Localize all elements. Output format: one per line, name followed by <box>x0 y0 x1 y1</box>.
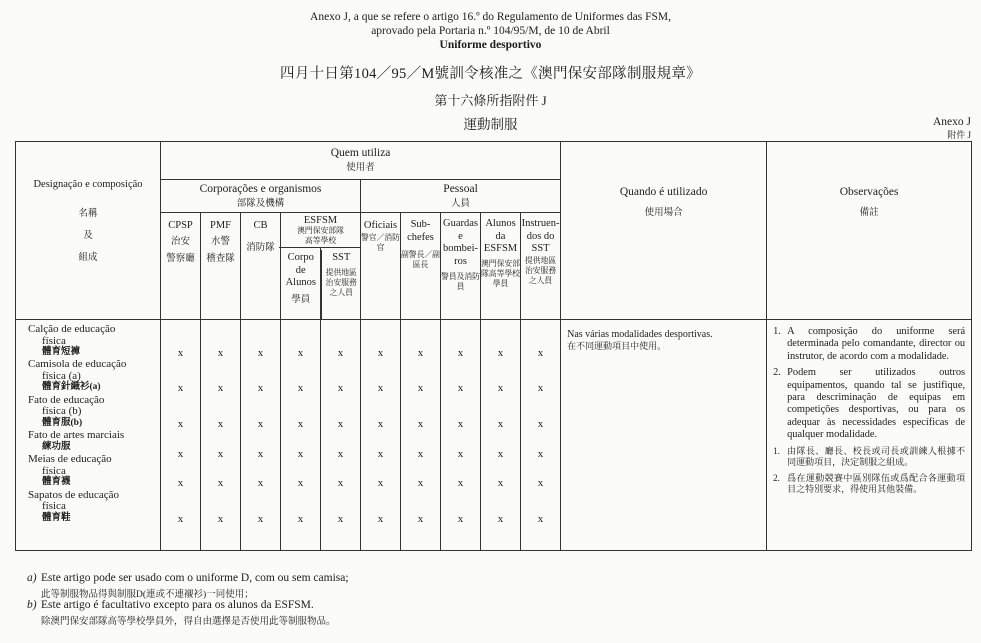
footnote-b <box>27 599 314 611</box>
x-mark: x <box>337 347 344 359</box>
annex-label <box>933 116 971 142</box>
x-mark: x <box>217 512 224 525</box>
x-mark: x <box>537 382 544 394</box>
footnote-b-zh <box>41 613 336 627</box>
x-mark: x <box>497 448 504 461</box>
x-mark: x <box>537 477 544 490</box>
x-mark: x <box>257 512 264 525</box>
col-esfsm-pt: ESFSM <box>303 215 338 226</box>
observation-item <box>773 446 965 469</box>
uniform-table <box>15 141 972 551</box>
col-instrutores-zh3: 之人員 <box>528 275 553 285</box>
x-mark: x <box>417 347 424 359</box>
observation-number: 2. <box>773 472 780 483</box>
x-col-cb <box>241 320 281 551</box>
x-mark: x <box>537 448 544 461</box>
x-mark: x <box>497 347 504 359</box>
x-mark: x <box>377 417 384 430</box>
col-subchefes-pt2: chefes <box>407 232 434 243</box>
title-zh-line2: 第十六條所指附件 J <box>434 93 547 108</box>
col-instrutores-pt3: SST <box>531 243 550 254</box>
observation-item <box>773 367 965 441</box>
observation-number: 1. <box>773 445 780 456</box>
item-name-cont: física <box>42 464 66 477</box>
quem-utiliza-pt: Quem utiliza <box>330 147 391 159</box>
x-mark: x <box>297 347 304 359</box>
x-col-subchefes <box>401 320 441 551</box>
col-guardas-pt1: Guardas <box>443 218 478 229</box>
col-cpsp-zh1: 治安 <box>170 237 190 247</box>
col-guardas-zh: 警員及消防員 <box>441 272 480 291</box>
quem-utiliza-header <box>161 142 561 180</box>
x-mark: x <box>257 347 264 359</box>
col-subchefes-pt1: Sub- <box>410 219 431 230</box>
designation-header-zh3: 組成 <box>78 253 98 263</box>
x-mark: x <box>217 382 224 394</box>
footnote-a-zh-text: 此等制服物品得與制服D(連或不連襯衫)一同使用； <box>41 590 254 600</box>
x-mark: x <box>457 417 464 430</box>
col-cpsp-pt: CPSP <box>168 220 193 231</box>
x-mark: x <box>257 477 264 490</box>
observation-text: 爲在運動競賽中區別隊伍或爲配合各運動項目之特別要求，得使用其他裝備。 <box>787 472 966 495</box>
footnote-b-mark: b) <box>27 599 37 611</box>
footnote-b-zh-text: 除澳門保安部隊高等學校學員外，得自由選擇是否使用此等制服物品。 <box>41 617 336 627</box>
quando-header-zh: 使用場合 <box>644 208 683 218</box>
item-name-cont: física (a) <box>42 369 81 382</box>
x-mark: x <box>217 417 224 430</box>
x-mark: x <box>177 417 184 430</box>
col-sst <box>322 250 362 320</box>
col-oficiais <box>361 213 401 320</box>
col-alunos-pt1: Alunos <box>485 218 516 229</box>
col-sst-pt: SST <box>332 252 351 263</box>
col-guardas-pt4: ros <box>454 255 467 267</box>
x-mark: x <box>497 417 504 430</box>
observacoes-header <box>767 142 972 320</box>
col-alunos-pt2: da <box>495 230 506 242</box>
footnote-a-mark: a) <box>27 572 37 584</box>
title-pt: Uniforme desportivo <box>439 39 542 51</box>
quem-utiliza-zh: 使用者 <box>346 163 375 173</box>
col-instrutores-pt1: Instruen- <box>521 218 560 229</box>
x-mark: x <box>297 382 304 394</box>
x-col-oficiais <box>361 320 401 551</box>
corporacoes-header <box>161 180 361 213</box>
col-alunos-zh: 澳門保安部隊高等學校學員 <box>481 258 520 288</box>
title-zh-line1: 四月十日第104／95／M號訓令核准之《澳門保安部隊制服規章》 <box>280 66 701 82</box>
item-name-cont: física (b) <box>42 405 82 418</box>
col-sst-zh3: 之人員 <box>329 288 353 297</box>
x-mark: x <box>217 347 224 359</box>
observation-text: 由隊長、廳長、校長或司長或訓練人根據不同運動項目，決定制服之組成。 <box>787 445 966 468</box>
x-mark: x <box>417 448 424 461</box>
quando-header-pt: Quando é utilizado <box>619 186 708 198</box>
x-col-alunos <box>481 320 521 551</box>
esfsm-subcolumns <box>281 250 361 320</box>
footnote-a-zh <box>41 586 254 600</box>
x-mark: x <box>417 417 424 430</box>
item-name-zh: 體育針織衫(a) <box>42 382 101 393</box>
x-mark: x <box>257 448 264 461</box>
col-instrutores-zh2: 治安服務 <box>524 265 557 275</box>
x-mark: x <box>337 448 344 461</box>
x-mark: x <box>457 448 464 461</box>
x-col-sst <box>321 320 361 551</box>
item-name: Fato de educação <box>28 393 105 406</box>
item-name-cont: física <box>42 334 66 347</box>
x-col-instrutores <box>521 320 561 551</box>
item-name: Camisola de educação <box>28 358 127 370</box>
pessoal-zh: 人員 <box>451 199 471 209</box>
col-sst-zh2: 治安服務 <box>325 278 357 287</box>
x-mark: x <box>337 417 344 430</box>
x-mark: x <box>377 347 384 359</box>
observation-number: 1. <box>773 326 781 337</box>
pessoal-header <box>361 180 561 213</box>
list-item <box>28 324 156 359</box>
observation-text: Podem ser utilizados outros equipamentos, quando tal se justifique, para descriminação de equipas em competições desportivas, ou para os adequar às necessidades específicas de qualquer modalidade. <box>787 367 966 441</box>
col-corpo-pt2: de <box>295 264 306 276</box>
x-mark: x <box>377 448 384 461</box>
item-name-cont: física <box>42 500 66 513</box>
item-name-zh: 體育襪 <box>42 477 71 488</box>
list-item <box>28 430 156 454</box>
col-corpo-pt1: Corpo <box>287 252 314 263</box>
col-corpo <box>281 250 322 320</box>
x-mark: x <box>377 382 384 394</box>
item-name: Meias de educação <box>28 453 112 466</box>
col-guardas-pt2: e <box>458 230 463 242</box>
x-mark: x <box>217 477 224 490</box>
observacoes-header-zh: 備註 <box>859 208 879 218</box>
x-mark: x <box>257 417 264 430</box>
x-mark: x <box>537 417 544 430</box>
col-corpo-pt3: Alunos <box>285 277 316 288</box>
col-pmf-zh2: 稽查隊 <box>206 254 235 264</box>
item-name-zh: 體育鞋 <box>42 512 71 523</box>
item-name: Calção de educação <box>28 323 116 335</box>
col-subchefes <box>401 213 441 320</box>
x-mark: x <box>457 382 464 394</box>
x-mark: x <box>417 512 424 525</box>
item-name-zh: 體育服(b) <box>42 417 83 428</box>
x-mark: x <box>337 477 344 490</box>
x-mark: x <box>537 512 544 525</box>
x-mark: x <box>377 477 384 490</box>
x-mark: x <box>337 512 344 525</box>
x-mark: x <box>297 417 304 430</box>
col-guardas <box>441 213 481 320</box>
col-oficiais-pt: Oficiais <box>363 220 398 231</box>
x-mark: x <box>177 382 184 394</box>
quando-cell <box>561 320 767 551</box>
annex-reference-line: Anexo J, a que se refere o artigo 16.º do Regulamento de Uniformes das FSM, <box>310 11 671 23</box>
observation-item <box>773 326 965 363</box>
designation-header-zh2: 及 <box>83 231 93 241</box>
x-mark: x <box>177 347 184 359</box>
col-instrutores-zh1: 提供地區 <box>524 255 557 265</box>
col-sst-zh1: 提供地區 <box>325 268 357 277</box>
item-name-zh: 練功服 <box>42 441 71 452</box>
item-name: Sapatos de educação <box>28 488 120 501</box>
col-esfsm-zh2: 高等學校 <box>304 236 337 245</box>
x-mark: x <box>497 512 504 525</box>
x-mark: x <box>377 512 384 525</box>
col-cb-zh: 消防隊 <box>246 243 275 253</box>
x-col-guardas <box>441 320 481 551</box>
col-pmf-zh1: 水警 <box>210 237 230 247</box>
col-guardas-pt3: bombei- <box>443 243 478 254</box>
observacoes-header-pt: Observações <box>839 186 899 198</box>
x-mark: x <box>417 477 424 490</box>
col-instrutores <box>521 213 561 320</box>
col-cb-pt: CB <box>253 220 268 231</box>
esfsm-mid-divider <box>320 247 321 320</box>
observation-item <box>773 473 965 496</box>
x-mark: x <box>337 382 344 394</box>
col-oficiais-zh: 警官／消防官 <box>361 233 400 252</box>
designation-header <box>16 142 161 320</box>
x-col-corpo <box>281 320 321 551</box>
list-item <box>28 454 156 490</box>
x-mark: x <box>177 477 184 490</box>
col-cpsp <box>161 213 201 320</box>
x-col-pmf <box>201 320 241 551</box>
list-item <box>28 359 156 395</box>
col-alunos <box>481 213 521 320</box>
x-mark: x <box>457 512 464 525</box>
pessoal-pt: Pessoal <box>443 183 478 195</box>
x-mark: x <box>257 382 264 394</box>
x-mark: x <box>497 382 504 394</box>
col-pmf-pt: PMF <box>209 220 231 231</box>
title-zh: 運動制服 <box>463 117 518 132</box>
footnote-b-text: Este artigo é facultativo excepto para os alunos da ESFSM. <box>41 599 314 611</box>
annex-label-pt: Anexo J <box>932 116 971 128</box>
x-mark: x <box>297 512 304 525</box>
designation-header-pt: Designação e composição <box>33 179 143 190</box>
col-esfsm-zh1: 澳門保安部隊 <box>297 226 344 235</box>
x-mark: x <box>497 477 504 490</box>
observation-number: 2. <box>773 367 781 379</box>
x-mark: x <box>457 477 464 490</box>
observation-text: A composição do uniforme será determinada pelo comandante, director ou instrutor, de acordo com a modalidade. <box>787 326 966 362</box>
footnote-a-text: Este artigo pode ser usado com o uniforme D, com ou sem camisa; <box>41 572 349 584</box>
designation-header-zh1: 名稱 <box>78 209 98 219</box>
x-mark: x <box>297 477 304 490</box>
x-col-cpsp <box>161 320 201 551</box>
x-mark: x <box>297 448 304 461</box>
annex-label-zh: 附件 J <box>947 130 971 140</box>
observations-cell <box>767 320 972 551</box>
col-cb <box>241 213 281 320</box>
x-mark: x <box>217 448 224 461</box>
col-corpo-zh: 學員 <box>291 294 311 305</box>
x-mark: x <box>457 347 464 359</box>
col-pmf <box>201 213 241 320</box>
designation-list <box>16 320 161 551</box>
portaria-line: aprovado pela Portaria n.º 104/95/M, de 10 de Abril <box>371 25 610 37</box>
x-mark: x <box>417 382 424 394</box>
corporacoes-zh: 部隊及機構 <box>236 199 285 209</box>
corporacoes-pt: Corporações e organismos <box>199 183 322 195</box>
quando-text-pt: Nas várias modalidades desportivas. <box>567 329 713 340</box>
item-name-zh: 體育短褲 <box>42 347 81 358</box>
col-alunos-pt3: ESFSM <box>483 243 518 254</box>
footnote-a <box>27 572 349 584</box>
quando-header <box>561 142 767 320</box>
list-item <box>28 395 156 431</box>
x-mark: x <box>177 448 184 461</box>
col-subchefes-zh: 副警長／副區長 <box>401 250 440 269</box>
item-name: Fato de artes marciais <box>28 429 125 442</box>
x-mark: x <box>177 512 184 525</box>
col-instrutores-pt2: dos do <box>526 230 555 242</box>
col-cpsp-zh2: 警察廳 <box>166 254 195 264</box>
x-mark: x <box>537 347 544 359</box>
list-item <box>28 490 156 526</box>
quando-text-zh: 在不同運動項目中使用。 <box>567 341 667 351</box>
